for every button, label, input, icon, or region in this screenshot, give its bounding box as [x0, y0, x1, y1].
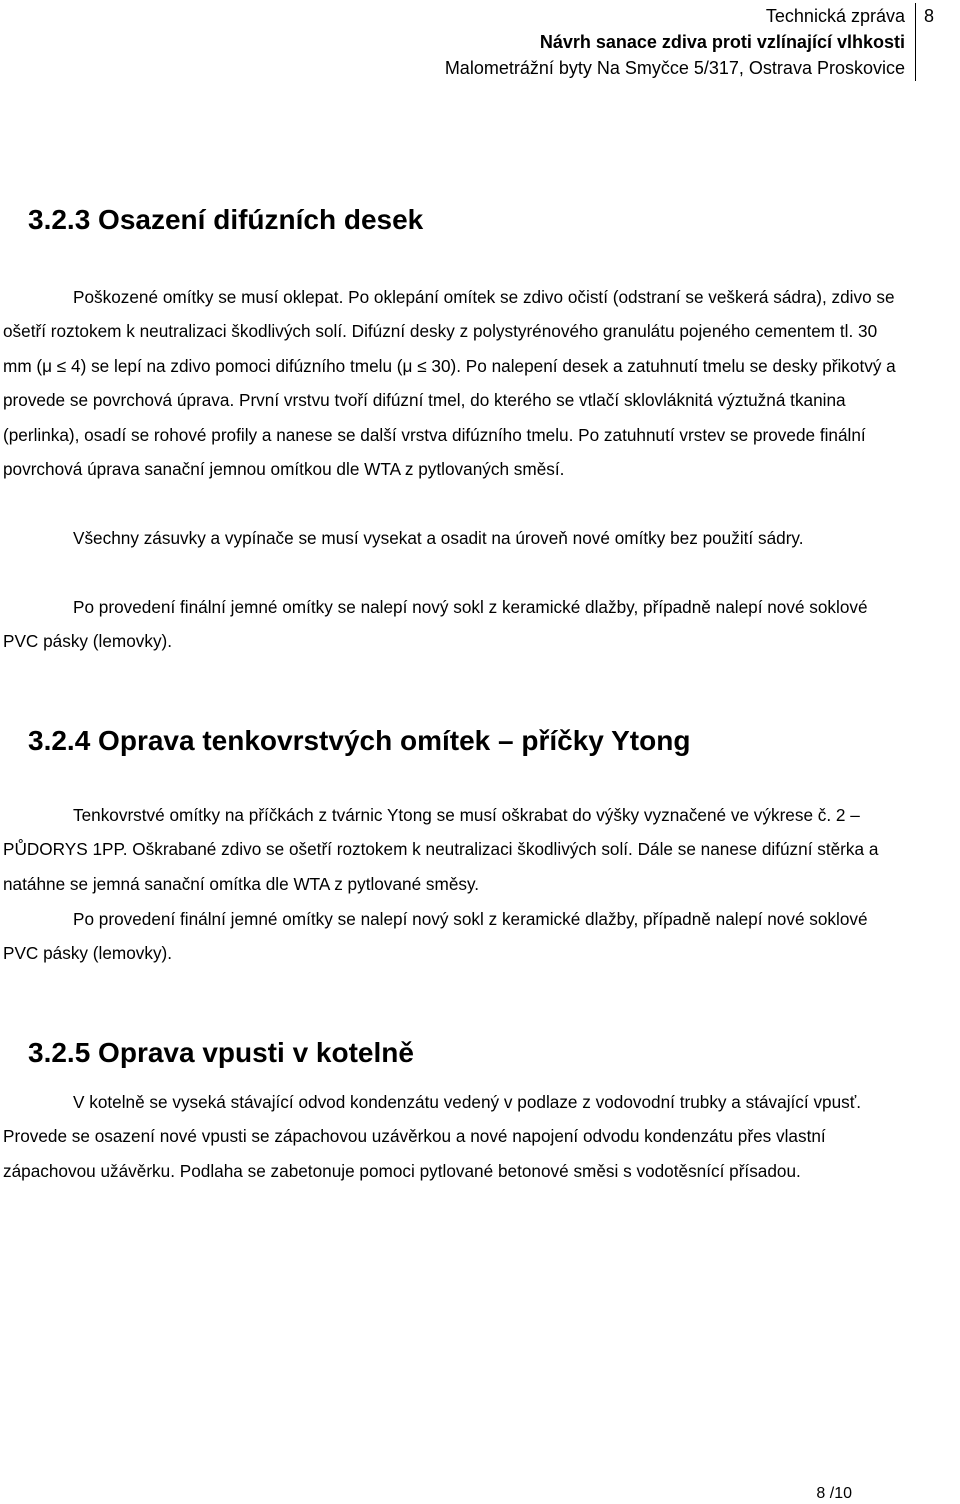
header-text-block: [445, 3, 915, 81]
section-3-2-3-paragraph-1: Poškozené omítky se musí oklepat. Po oklepání omítek se zdivo očistí (odstraní se veškerá sádra), zdivo se ošetří roztokem k neutralizaci škodlivých solí. Difúzní desky z polystyrénového granulátu pojeného cementem tl. 30 mm (μ ≤ 4) se lepí na zdivo pomoci difúzního tmelu (μ ≤ 30). Po nalepení desek a zatuhnutí tmelu se desky přikotvý a provede se povrchová úprava. První vrstvu tvoří difúzní tmel, do kterého se vtlačí sklovláknitá výztužná tkanina (perlinka), osadí se rohové profily a nanese se další vrstva difúzního tmelu. Po zatuhnutí vrstev se provede finální povrchová úprava sanační jemnou omítkou dle WTA z pytlovaných směsí.: [3, 287, 896, 480]
section-3-2-3-paragraph-2: Všechny zásuvky a vypínače se musí vysekat a osadit na úroveň nové omítky bez použití sádry.: [73, 528, 804, 548]
header-page-number: 8: [923, 6, 934, 26]
section-heading-3-2-5: 3.2.5 Oprava vpusti v kotelně: [28, 1037, 414, 1068]
section-3-2-4-paragraph-2: Po provedení finální jemné omítky se nalepí nový sokl z keramické dlažby, případně nalepí nové soklové PVC pásky (lemovky).: [3, 909, 868, 964]
section-heading-3-2-4: 3.2.4 Oprava tenkovrstvých omítek – příčky Ytong: [28, 725, 691, 756]
page-header: [445, 3, 934, 81]
header-project-location: Malometrážní byty Na Smyčce 5/317, Ostrava Proskovice: [444, 58, 905, 78]
section-3-2-5-paragraph-1: V kotelně se vyseká stávající odvod kondenzátu vedený v podlaze z vodovodní trubky a stávající vpusť. Provede se osazení nové vpusti se zápachovou uzávěrkou a nové napojení odvodu kondenzátu přes vlastní zápachovou užávěrku. Podlaha se zabetonuje pomoci pytlované betonové směsi s vodotěsnící přísadou.: [3, 1092, 861, 1181]
footer-page-indicator: 8 /10: [816, 1485, 852, 1502]
section-3-2-3-paragraph-3: Po provedení finální jemné omítky se nalepí nový sokl z keramické dlažby, případně nalepí nové soklové PVC pásky (lemovky).: [3, 597, 868, 652]
section-3-2-4-paragraph-1: Tenkovrstvé omítky na příčkách z tvárnic Ytong se musí oškrabat do výšky vyznačené ve výkrese č. 2 – PŮDORYS 1PP. Oškrabané zdivo se ošetří roztokem k neutralizaci škodlivých solí. Dále se nanese difúzní stěrka a natáhne se jemná sanační omítka dle WTA z pytlované směsy.: [3, 805, 879, 894]
header-document-type: Technická zpráva: [765, 6, 905, 26]
header-project-title: Návrh sanace zdiva proti vzlínající vlhkosti: [539, 32, 905, 52]
section-heading-3-2-3: 3.2.3 Osazení difúzních desek: [28, 204, 424, 235]
